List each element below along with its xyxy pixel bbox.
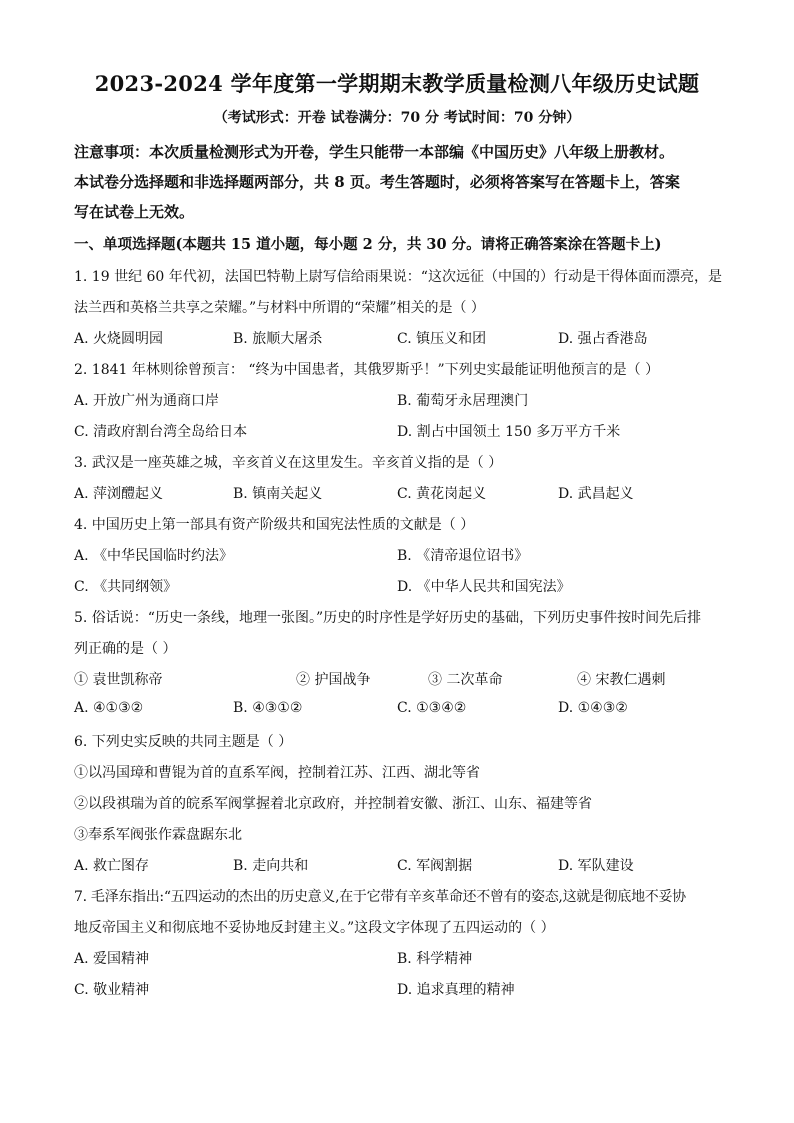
option-b: B. ④③①② [233, 700, 303, 716]
option-a: A. 萍浏醴起义 [74, 486, 164, 502]
event-item: ② 护国战争 [296, 672, 371, 688]
question-1-stem: 1. 19 世纪 60 年代初，法国巴特勒上尉写信给雨果说：“这次远征（中国的）行动是干得体面而漂亮，是 [74, 269, 722, 285]
option-a: A. 火烧圆明园 [74, 331, 164, 347]
option-d: D. 追求真理的精神 [397, 982, 515, 998]
option-a: A. 《中华民国临时约法》 [74, 548, 234, 564]
question-2-stem: 2. 1841 年林则徐曾预言： “终为中国患者，其俄罗斯乎！”下列史实最能证明他预言的是（ ） [74, 362, 660, 378]
question-5-stem: 列正确的是（ ） [74, 641, 177, 657]
option-a: A. 开放广州为通商口岸 [74, 393, 220, 409]
option-a: A. ④①③② [74, 700, 144, 716]
option-d: D. 割占中国领土 150 多万平方千米 [397, 424, 621, 440]
notice-line: 写在试卷上无效。 [74, 203, 195, 221]
fact-item: ③奉系军阀张作霖盘踞东北 [74, 827, 242, 843]
option-c: C. ①③④② [397, 700, 467, 716]
fact-item: ①以冯国璋和曹锟为首的直系军阀，控制着江苏、江西、湖北等省 [74, 765, 480, 781]
section-heading: 一、单项选择题(本题共 15 道小题，每小题 2 分，共 30 分。请将正确答案涂在答题卡上) [74, 236, 662, 253]
event-item: ④ 宋教仁遇刺 [577, 672, 666, 688]
option-c: C. 敬业精神 [74, 982, 150, 998]
option-c: C. 黄花岗起义 [397, 486, 487, 502]
question-4-stem: 4. 中国历史上第一部具有资产阶级共和国宪法性质的文献是（ ） [74, 517, 475, 533]
option-b: B. 《清帝退位诏书》 [397, 548, 529, 564]
option-a: A. 爱国精神 [74, 951, 150, 967]
question-3-stem: 3. 武汉是一座英雄之城，辛亥首义在这里发生。辛亥首义指的是（ ） [74, 455, 503, 471]
notice-line: 注意事项：本次质量检测形式为开卷，学生只能带一本部编《中国历史》八年级上册教材。 [74, 143, 675, 161]
option-a: A. 救亡图存 [74, 858, 150, 874]
notice-line: 本试卷分选择题和非选择题两部分，共 8 页。考生答题时，必须将答案写在答题卡上，答案 [74, 173, 680, 191]
option-c: C. 军阀割据 [397, 858, 473, 874]
event-item: ③ 二次革命 [428, 672, 503, 688]
option-c: C. 《共同纲领》 [74, 579, 178, 595]
option-d: D. 强占香港岛 [558, 331, 648, 347]
question-7-stem: 地反帝国主义和彻底地不妥协地反封建主义。”这段文字体现了五四运动的（ ） [74, 920, 555, 936]
option-b: B. 科学精神 [397, 951, 473, 967]
option-d: D. 武昌起义 [558, 486, 634, 502]
option-b: B. 镇南关起义 [233, 486, 323, 502]
exam-info: （考试形式：开卷 试卷满分：70 分 考试时间：70 分钟） [213, 110, 581, 126]
option-b: B. 葡萄牙永居理澳门 [397, 393, 529, 409]
event-item: ① 袁世凯称帝 [74, 672, 163, 688]
option-d: D. 《中华人民共和国宪法》 [397, 579, 571, 595]
question-7-stem: 7. 毛泽东指出:“五四运动的杰出的历史意义,在于它带有辛亥革命还不曾有的姿态,这就是彻底地不妥协 [74, 889, 686, 905]
exam-title: 2023-2024 学年度第一学期期末教学质量检测八年级历史试题 [94, 71, 700, 96]
option-c: C. 清政府割台湾全岛给日本 [74, 424, 248, 440]
question-6-stem: 6. 下列史实反映的共同主题是（ ） [74, 734, 293, 750]
option-c: C. 镇压义和团 [397, 331, 487, 347]
fact-item: ②以段祺瑞为首的皖系军阀掌握着北京政府，并控制着安徽、浙江、山东、福建等省 [74, 796, 592, 812]
question-5-stem: 5. 俗话说：“历史一条线，地理一张图。”历史的时序性是学好历史的基础，下列历史事件按时间先后排 [74, 610, 702, 626]
option-b: B. 走向共和 [233, 858, 309, 874]
option-b: B. 旅顺大屠杀 [233, 331, 323, 347]
question-1-stem: 法兰西和英格兰共享之荣耀。”与材料中所谓的“荣耀”相关的是（ ） [74, 300, 485, 316]
option-d: D. 军队建设 [558, 858, 634, 874]
option-d: D. ①④③② [558, 700, 628, 716]
